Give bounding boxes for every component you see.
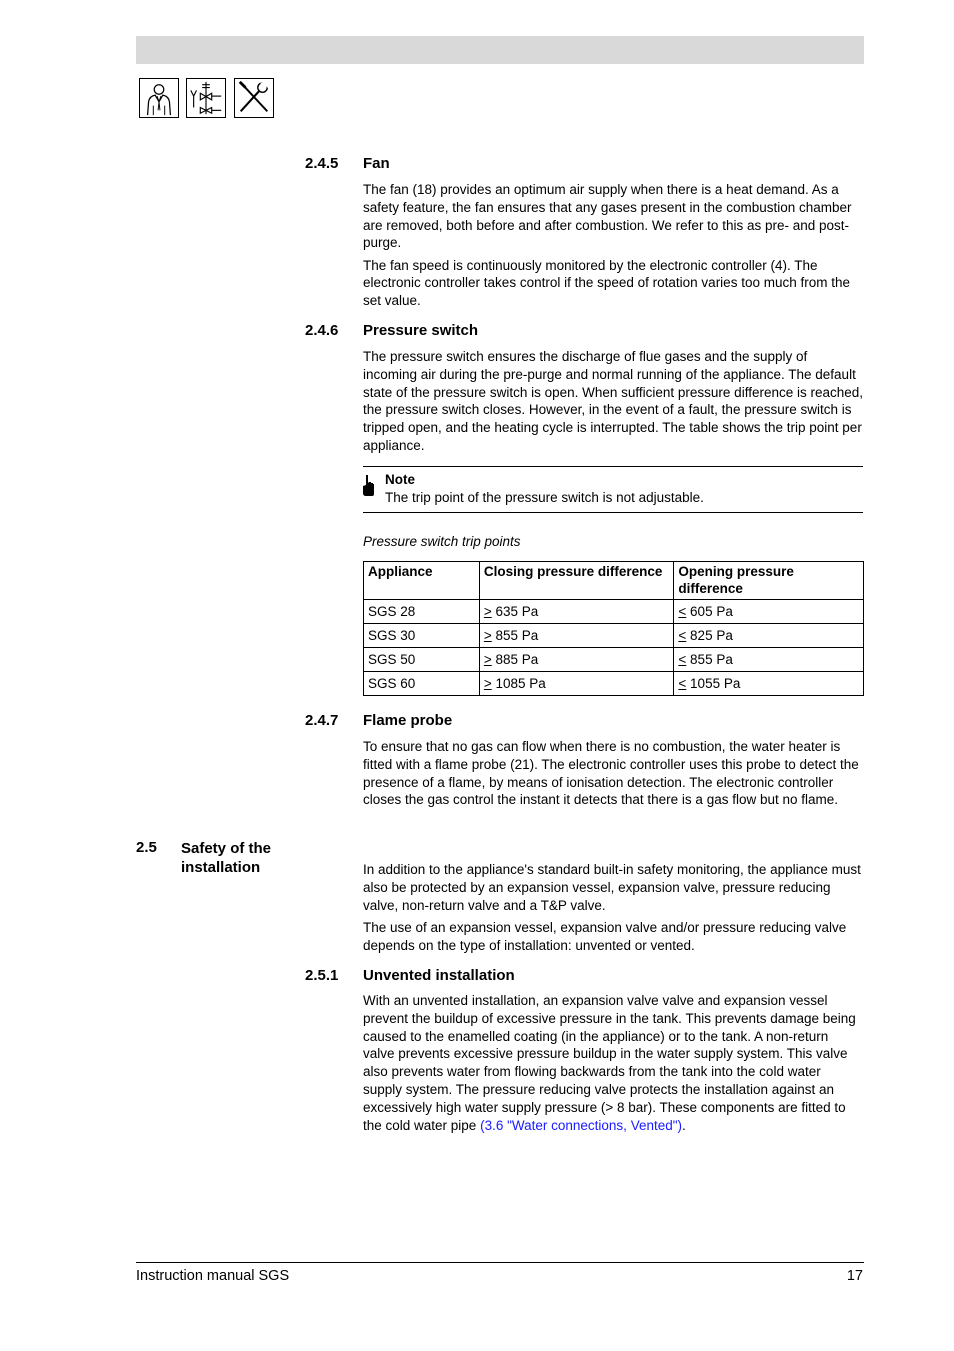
paragraph: To ensure that no gas can flow when there is no combustion, the water heater is fitted with a flame probe (21). The electronic controller uses this probe to detect the presence of a flame, by means of ionisation detection. The electronic controller closes the gas control the instant it detects that there is a gas flow but no flame.	[363, 739, 859, 808]
paragraph: The fan speed is continuously monitored by the electronic controller (4). The electronic controller takes control if the speed of rotation varies too much from the set value.	[363, 257, 850, 309]
table-row	[364, 672, 864, 696]
table-header-row	[364, 562, 864, 600]
table-cell-appliance: SGS 60	[364, 672, 480, 696]
note-bottom-rule	[363, 512, 863, 513]
paragraph: In addition to the appliance's standard built-in safety monitoring, the appliance must also be protected by an expansion vessel, expansion valve, pressure reducing valve, non-return valve and a T&P valve.	[363, 862, 861, 913]
greater-equal-symbol: >	[483, 652, 492, 667]
page-number: 17	[846, 1268, 863, 1284]
greater-equal-symbol: >	[483, 676, 492, 691]
table-cell-opening	[674, 672, 864, 696]
table-header-cell: Closing pressure difference	[479, 562, 674, 600]
header-bar	[136, 36, 864, 64]
cross-reference-link[interactable]: (3.6 "Water connections, Vented")	[480, 1117, 683, 1133]
flame-probe-body	[363, 738, 863, 814]
section-title-flame-probe: Flame probe	[363, 712, 453, 729]
table-caption: Pressure switch trip points	[363, 534, 521, 549]
safety-body	[363, 861, 863, 959]
table-cell-appliance: SGS 30	[364, 624, 480, 648]
less-equal-symbol: <	[678, 604, 687, 619]
table-header-cell: Opening pressure difference	[674, 562, 864, 600]
section-number: 2.4.6	[305, 322, 339, 339]
note-top-rule	[363, 466, 863, 467]
table-row	[364, 600, 864, 624]
paragraph-end: .	[682, 1117, 686, 1133]
unvented-body	[363, 992, 863, 1139]
opening-value: 825 Pa	[686, 628, 733, 643]
greater-equal-symbol: >	[483, 604, 492, 619]
footer-rule	[136, 1262, 864, 1263]
pressure-switch-body	[363, 348, 863, 459]
trip-points-table	[363, 561, 864, 696]
section-number: 2.5	[136, 839, 157, 856]
table-cell-closing	[479, 624, 674, 648]
section-number: 2.4.5	[305, 155, 339, 172]
less-equal-symbol: <	[678, 628, 687, 643]
table-row	[364, 624, 864, 648]
closing-value: 1085 Pa	[491, 676, 546, 691]
note-title: Note	[385, 472, 415, 487]
less-equal-symbol: <	[678, 676, 687, 691]
paragraph	[363, 992, 863, 1134]
table-cell-opening	[674, 624, 864, 648]
table-cell-appliance: SGS 50	[364, 648, 480, 672]
section-title-pressure-switch: Pressure switch	[363, 322, 479, 339]
table-cell-opening	[674, 648, 864, 672]
less-equal-symbol: <	[678, 652, 687, 667]
section-title-unvented: Unvented installation	[363, 967, 515, 984]
paragraph: The fan (18) provides an optimum air supply when there is a heat demand. As a safety feature, the fan ensures that any gases present in the combustion chamber are removed, both before and after combustion. We refer to this as pre- and post-purge.	[363, 182, 852, 251]
table-cell-closing	[479, 648, 674, 672]
section-title-safety	[181, 839, 271, 877]
closing-value: 855 Pa	[491, 628, 539, 643]
section-title-fan: Fan	[363, 155, 390, 172]
section-number: 2.4.7	[305, 712, 339, 729]
closing-value: 635 Pa	[491, 604, 539, 619]
section-number: 2.5.1	[305, 967, 339, 984]
table-cell-closing	[479, 600, 674, 624]
paragraph-text: With an unvented installation, an expansion valve valve and expansion vessel prevent the buildup of excessive pressure in the tank. This prevents damage being caused to the enamelled coating (in the appliance) or to the tank. A non-return valve prevents excessive pressure buildup in the water supply system. This valve also prevents water from flowing backwards from the tank into the cold water supply system. The pressure reducing valve protects the installation against an excessively high water supply pressure (> 8 bar). These components are fitted to the cold water pipe	[363, 993, 856, 1133]
paragraph: The pressure switch ensures the discharge of flue gases and the supply of incoming air during the pre-purge and normal running of the appliance. The default state of the pressure switch is open. When sufficient pressure difference is reached, the pressure switch closes. However, in the event of a fault, the pressure switch is tripped open, and the heating cycle is interrupted. The table shows the trip point per appliance.	[363, 349, 864, 453]
title-line: Safety of the	[181, 840, 272, 857]
greater-equal-symbol: >	[483, 628, 492, 643]
valve-diagram-icon	[186, 78, 226, 118]
paragraph: The use of an expansion vessel, expansion valve and/or pressure reducing valve depends on the type of installation: unvented or vented.	[363, 919, 847, 953]
opening-value: 855 Pa	[686, 652, 733, 667]
user-installer-icon	[139, 78, 179, 118]
opening-value: 605 Pa	[686, 604, 733, 619]
tools-icon	[234, 78, 274, 118]
table-row	[364, 648, 864, 672]
table-cell-closing	[479, 672, 674, 696]
table-header-cell: Appliance	[364, 562, 480, 600]
title-line: installation	[181, 859, 261, 876]
closing-value: 885 Pa	[491, 652, 539, 667]
hand-pointer-icon	[362, 474, 376, 496]
fan-body	[363, 181, 863, 315]
note-text: The trip point of the pressure switch is not adjustable.	[385, 490, 704, 505]
table-cell-appliance: SGS 28	[364, 600, 480, 624]
table-cell-opening	[674, 600, 864, 624]
footer-title: Instruction manual SGS	[136, 1268, 290, 1284]
opening-value: 1055 Pa	[686, 676, 741, 691]
